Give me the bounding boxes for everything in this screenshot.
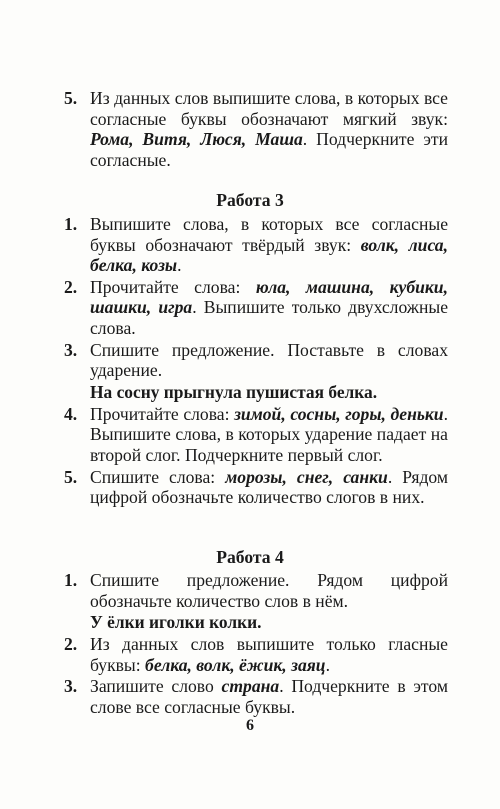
task-text: Из данных слов выпишите только гласные буквы: bbox=[90, 634, 448, 675]
task-text-tail: . Выпишите только двухсложные слова. bbox=[90, 297, 449, 338]
section-title-work3: Работа 3 bbox=[216, 190, 284, 210]
task-number: 2. bbox=[64, 276, 78, 297]
task-item bbox=[64, 88, 448, 170]
task-number: 3. bbox=[64, 676, 78, 697]
section-work3 bbox=[64, 214, 448, 509]
section-work4 bbox=[64, 570, 448, 719]
task-example-words: юла, машина, кубики, шашки, игра bbox=[90, 276, 448, 318]
page-number: 6 bbox=[246, 717, 254, 734]
task-text-tail: . Подчеркните в этом слове все согласные буквы. bbox=[90, 676, 448, 717]
task-text: Прочитайте слова: bbox=[90, 403, 235, 424]
task-number: 1. bbox=[64, 214, 78, 234]
task-example-words: страна bbox=[221, 676, 280, 697]
task-example-words: Рома, Витя, Люся, Маша bbox=[90, 129, 303, 150]
task-text: Прочитайте слова: bbox=[90, 276, 256, 297]
task-text-tail: . Рядом цифрой обозначьте количество слогов в них. bbox=[90, 466, 448, 508]
task-text: Запишите слово bbox=[90, 676, 222, 697]
task-number: 4. bbox=[64, 403, 78, 424]
intro-task bbox=[64, 88, 448, 171]
task-item bbox=[64, 277, 448, 339]
task-item bbox=[64, 214, 448, 276]
task-sentence: На сосну прыгнула пушистая белка. bbox=[90, 381, 378, 402]
task-text-tail: . Подчеркните эти согласные. bbox=[90, 129, 448, 170]
task-number: 1. bbox=[64, 570, 78, 590]
task-item bbox=[64, 404, 448, 466]
task-text: Спишите предложение. Поставьте в словах ударение. bbox=[90, 339, 448, 381]
task-number: 3. bbox=[64, 339, 78, 360]
task-number: 5. bbox=[64, 88, 78, 108]
task-example-words: зимой, сосны, горы, деньки bbox=[234, 403, 444, 424]
task-text: Выпишите слова, в которых все согласные буквы обозначают твёрдый звук: bbox=[90, 214, 448, 255]
task-number: 2. bbox=[64, 634, 78, 655]
task-text: Спишите слова: bbox=[90, 466, 226, 487]
task-item bbox=[64, 570, 448, 611]
task-text-tail: . bbox=[325, 654, 331, 675]
task-text: Из данных слов выпишите слова, в которых все согласные буквы обозначают мягкий звук: bbox=[90, 88, 448, 129]
task-text-tail: . Выпишите слова, в которых ударение падает на второй слог. Подчеркните первый слог. bbox=[90, 403, 448, 465]
section-title-work4: Работа 4 bbox=[216, 547, 284, 567]
task-text: Спишите предложение. Рядом цифрой обозначьте количество слов в нём. bbox=[90, 570, 448, 611]
task-item bbox=[64, 467, 448, 508]
task-example-words: волк, лиса, белка, козы bbox=[90, 234, 448, 276]
task-number: 5. bbox=[64, 466, 78, 487]
task-sentence: У ёлки иголки колки. bbox=[90, 612, 262, 633]
task-example-words: белка, волк, ёжик, заяц bbox=[145, 654, 326, 675]
task-text-tail: . bbox=[177, 255, 182, 276]
task-item bbox=[64, 340, 448, 381]
task-example-words: морозы, снег, санки bbox=[225, 466, 388, 487]
task-item bbox=[64, 676, 448, 717]
task-item bbox=[64, 634, 448, 675]
